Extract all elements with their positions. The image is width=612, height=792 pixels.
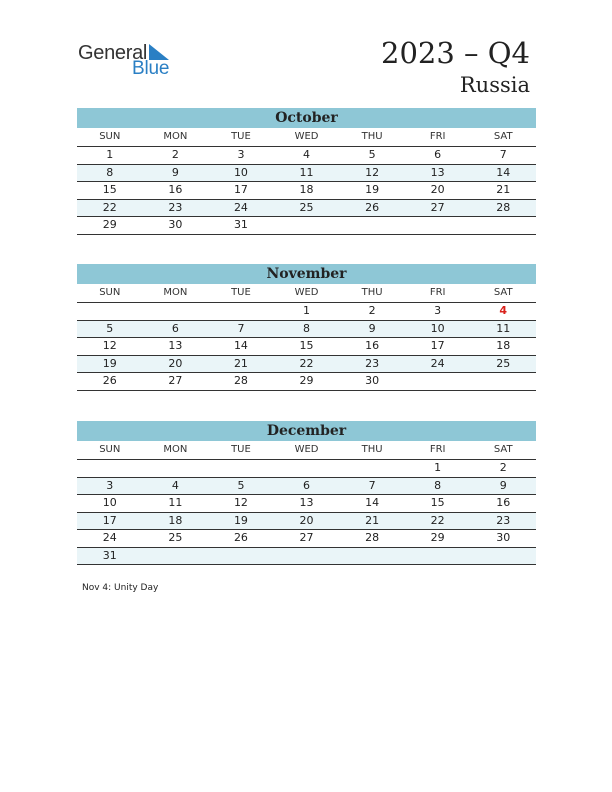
day-cell: 27 — [430, 200, 445, 214]
holiday-day-cell: 4 — [499, 304, 508, 317]
day-cell: 14 — [233, 339, 248, 352]
day-cell: 4 — [303, 148, 311, 161]
day-cell: 18 — [496, 339, 511, 352]
day-cell: 3 — [106, 478, 114, 492]
day-cell: 10 — [430, 321, 445, 335]
day-cell: 2 — [499, 461, 507, 474]
weekday-label: SAT — [493, 287, 513, 298]
day-cell: 2 — [171, 148, 179, 161]
day-cell — [470, 373, 536, 390]
day-cell: 14 — [496, 165, 511, 179]
day-cell: 30 — [168, 218, 183, 231]
week-row — [77, 165, 536, 183]
day-cell — [77, 460, 143, 477]
weekday-label: THU — [361, 131, 383, 142]
weekday-label: THU — [361, 444, 383, 455]
week-row — [77, 373, 536, 391]
day-cell: 27 — [168, 374, 183, 387]
day-cell — [339, 548, 405, 565]
weekday-row — [77, 284, 536, 303]
week-row — [77, 303, 536, 321]
day-cell: 12 — [365, 165, 380, 179]
week-row — [77, 530, 536, 548]
week-row — [77, 460, 536, 478]
day-cell — [339, 460, 405, 477]
day-cell: 7 — [237, 321, 245, 335]
day-cell: 19 — [233, 513, 248, 527]
day-cell: 5 — [237, 478, 245, 492]
month-november — [77, 264, 536, 391]
day-cell: 24 — [430, 356, 445, 370]
day-cell: 17 — [430, 339, 445, 352]
day-cell: 13 — [168, 339, 183, 352]
weekday-label: SUN — [99, 444, 121, 455]
weekday-label: TUE — [231, 131, 251, 142]
day-cell: 19 — [102, 356, 117, 370]
week-row — [77, 356, 536, 374]
month-header: December — [77, 421, 536, 441]
day-cell: 1 — [434, 461, 442, 474]
day-cell: 13 — [430, 165, 445, 179]
page-subtitle: Russia — [459, 73, 530, 97]
month-december — [77, 421, 536, 565]
day-cell: 8 — [303, 321, 311, 335]
day-cell: 4 — [171, 478, 179, 492]
day-cell: 9 — [171, 165, 179, 179]
month-header: November — [77, 264, 536, 284]
day-cell: 12 — [102, 339, 117, 352]
day-cell: 22 — [102, 200, 117, 214]
week-row — [77, 182, 536, 200]
day-cell: 12 — [233, 496, 248, 509]
weekday-label: TUE — [231, 444, 251, 455]
day-cell: 9 — [368, 321, 376, 335]
logo-general-text: General — [78, 42, 148, 64]
week-row — [77, 338, 536, 356]
month-october — [77, 108, 536, 235]
day-cell: 28 — [233, 374, 248, 387]
weekday-label: SAT — [493, 131, 513, 142]
day-cell: 15 — [299, 339, 314, 352]
day-cell: 13 — [299, 496, 314, 509]
weekday-label: TUE — [231, 287, 251, 298]
weekday-label: THU — [361, 287, 383, 298]
weekday-row — [77, 441, 536, 460]
day-cell: 9 — [499, 478, 507, 492]
generalblue-logo — [78, 42, 178, 82]
day-cell: 17 — [233, 183, 248, 196]
weekday-label: WED — [294, 131, 319, 142]
day-cell: 22 — [299, 356, 314, 370]
week-row — [77, 495, 536, 513]
day-cell — [208, 303, 274, 320]
day-cell: 29 — [430, 531, 445, 544]
day-cell: 16 — [365, 339, 380, 352]
day-cell: 1 — [106, 148, 114, 161]
weekday-label: FRI — [429, 287, 446, 298]
week-row — [77, 548, 536, 566]
day-cell: 25 — [496, 356, 511, 370]
day-cell — [470, 217, 536, 234]
day-cell: 3 — [237, 148, 245, 161]
month-header: October — [77, 108, 536, 128]
day-cell: 6 — [303, 478, 311, 492]
week-row — [77, 478, 536, 496]
logo-blue-text: Blue — [132, 58, 170, 79]
day-cell: 5 — [106, 321, 114, 335]
day-cell — [405, 548, 471, 565]
day-cell: 10 — [102, 496, 117, 509]
day-cell: 11 — [299, 165, 314, 179]
day-cell: 7 — [368, 478, 376, 492]
day-cell: 27 — [299, 531, 314, 544]
day-cell: 28 — [496, 200, 511, 214]
weekday-label: MON — [163, 131, 188, 142]
day-cell: 22 — [430, 513, 445, 527]
week-row — [77, 147, 536, 165]
day-cell: 20 — [430, 183, 445, 196]
day-cell: 23 — [496, 513, 511, 527]
day-cell — [274, 460, 340, 477]
day-cell: 8 — [434, 478, 442, 492]
weekday-label: MON — [163, 287, 188, 298]
holiday-notes — [82, 583, 158, 593]
day-cell: 26 — [233, 531, 248, 544]
day-cell — [143, 303, 209, 320]
day-cell: 23 — [168, 200, 183, 214]
day-cell — [339, 217, 405, 234]
day-cell: 26 — [102, 374, 117, 387]
day-cell: 7 — [499, 148, 507, 161]
weekday-label: SUN — [99, 131, 121, 142]
day-cell: 24 — [102, 531, 117, 544]
week-row — [77, 200, 536, 218]
day-cell — [405, 217, 471, 234]
day-cell: 28 — [365, 531, 380, 544]
day-cell: 20 — [299, 513, 314, 527]
day-cell: 17 — [102, 513, 117, 527]
day-cell: 15 — [430, 496, 445, 509]
day-cell — [274, 548, 340, 565]
week-row — [77, 321, 536, 339]
day-cell: 31 — [233, 218, 248, 231]
day-cell: 11 — [168, 496, 183, 509]
day-cell: 29 — [102, 218, 117, 231]
day-cell: 25 — [168, 531, 183, 544]
weekday-label: FRI — [429, 444, 446, 455]
day-cell: 10 — [233, 165, 248, 179]
day-cell: 30 — [496, 531, 511, 544]
day-cell: 21 — [233, 356, 248, 370]
day-cell: 1 — [303, 304, 311, 317]
week-row — [77, 217, 536, 235]
day-cell: 8 — [106, 165, 114, 179]
day-cell: 21 — [496, 183, 511, 196]
day-cell: 21 — [365, 513, 380, 527]
day-cell: 2 — [368, 304, 376, 317]
day-cell: 16 — [496, 496, 511, 509]
day-cell: 5 — [368, 148, 376, 161]
week-row — [77, 513, 536, 531]
day-cell: 16 — [168, 183, 183, 196]
weekday-label: MON — [163, 444, 188, 455]
day-cell: 20 — [168, 356, 183, 370]
weekday-label: SUN — [99, 287, 121, 298]
weekday-label: SAT — [493, 444, 513, 455]
day-cell: 30 — [365, 374, 380, 387]
day-cell: 26 — [365, 200, 380, 214]
day-cell: 18 — [299, 183, 314, 196]
day-cell: 14 — [365, 496, 380, 509]
weekday-label: FRI — [429, 131, 446, 142]
page-title: 2023 – Q4 — [381, 36, 530, 70]
day-cell — [143, 460, 209, 477]
day-cell — [208, 460, 274, 477]
weekday-row — [77, 128, 536, 147]
weekday-label: WED — [294, 287, 319, 298]
day-cell — [208, 548, 274, 565]
day-cell — [405, 373, 471, 390]
day-cell — [470, 548, 536, 565]
day-cell — [143, 548, 209, 565]
day-cell: 6 — [434, 148, 442, 161]
day-cell: 15 — [102, 183, 117, 196]
day-cell: 24 — [233, 200, 248, 214]
day-cell: 11 — [496, 321, 511, 335]
day-cell: 23 — [365, 356, 380, 370]
day-cell: 29 — [299, 374, 314, 387]
day-cell: 3 — [434, 304, 442, 317]
day-cell: 19 — [365, 183, 380, 196]
day-cell: 25 — [299, 200, 314, 214]
weekday-label: WED — [294, 444, 319, 455]
day-cell: 6 — [171, 321, 179, 335]
day-cell — [77, 303, 143, 320]
day-cell — [274, 217, 340, 234]
day-cell: 31 — [102, 548, 117, 562]
holiday-note: Nov 4: Unity Day — [82, 583, 159, 593]
day-cell: 18 — [168, 513, 183, 527]
